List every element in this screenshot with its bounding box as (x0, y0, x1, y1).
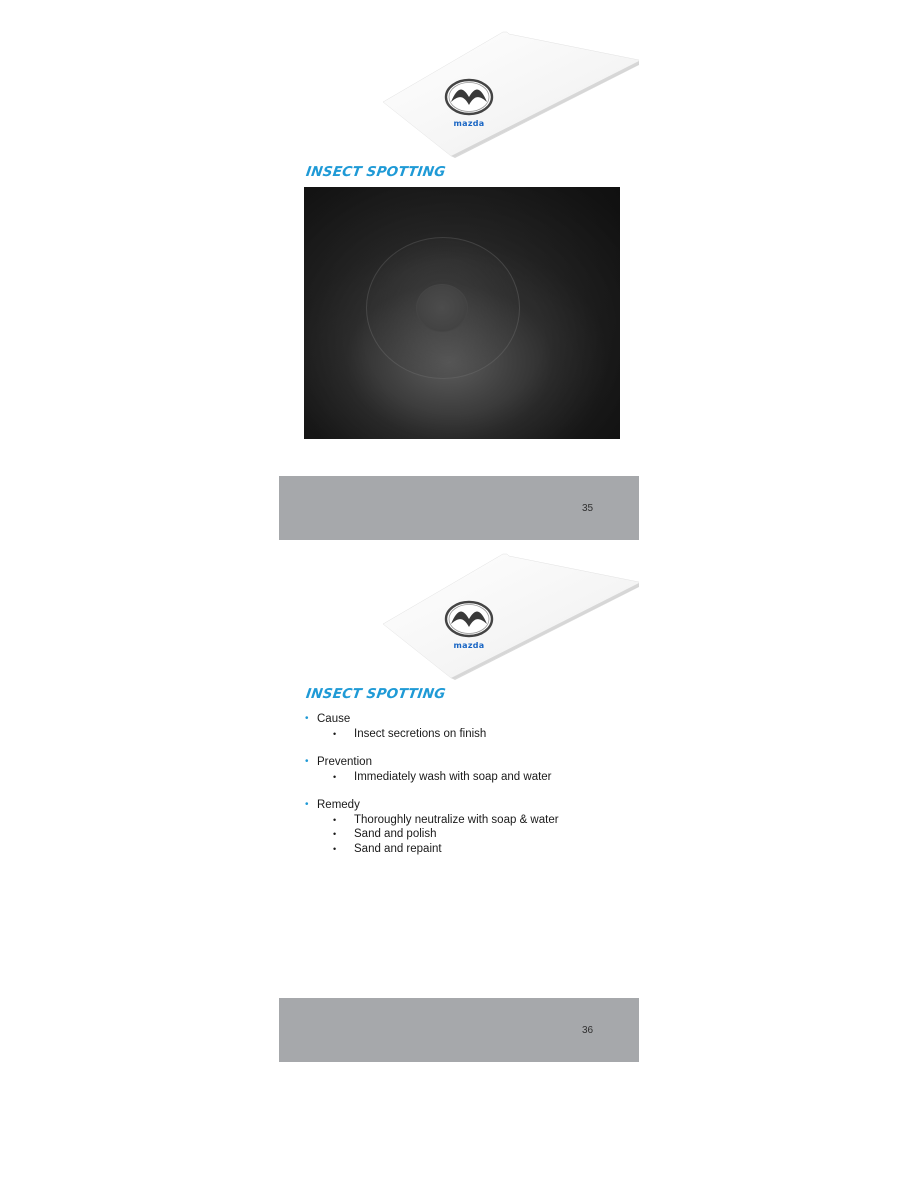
bullet-label: Remedy (317, 799, 360, 811)
sub-bullet: • Insect secretions on finish (317, 727, 625, 742)
mazda-logo-icon (446, 80, 492, 114)
slide-36 (279, 552, 639, 1062)
bullet-cause (305, 712, 625, 741)
sub-list (317, 770, 625, 785)
brand-wordmark: mazda (453, 641, 485, 650)
bullet-list (305, 712, 625, 870)
page-number: 35 (582, 503, 594, 514)
bullet-label: Cause (317, 713, 351, 725)
brand-wordmark: mazda (453, 119, 485, 128)
sub-list (317, 727, 625, 742)
sub-bullet: • Immediately wash with soap and water (317, 770, 625, 785)
mazda-logo-icon (446, 602, 492, 636)
slide-title: INSECT SPOTTING (305, 164, 447, 180)
bullet-remedy (305, 798, 625, 856)
insect-spot-photo (304, 187, 620, 439)
page-number: 36 (582, 1025, 594, 1036)
sub-bullet: • Thoroughly neutralize with soap & water (317, 813, 625, 828)
slide-title: INSECT SPOTTING (305, 686, 447, 702)
logo-banner (279, 30, 639, 160)
bullet-prevention (305, 755, 625, 784)
sub-bullet: • Sand and repaint (317, 842, 625, 857)
photo-vignette (304, 187, 620, 439)
slide-footer (279, 476, 639, 540)
slide-footer (279, 998, 639, 1062)
sub-list (317, 813, 625, 857)
bullet-label: Prevention (317, 756, 372, 768)
slide-35 (279, 30, 639, 540)
logo-banner (279, 552, 639, 682)
sub-bullet: • Sand and polish (317, 827, 625, 842)
